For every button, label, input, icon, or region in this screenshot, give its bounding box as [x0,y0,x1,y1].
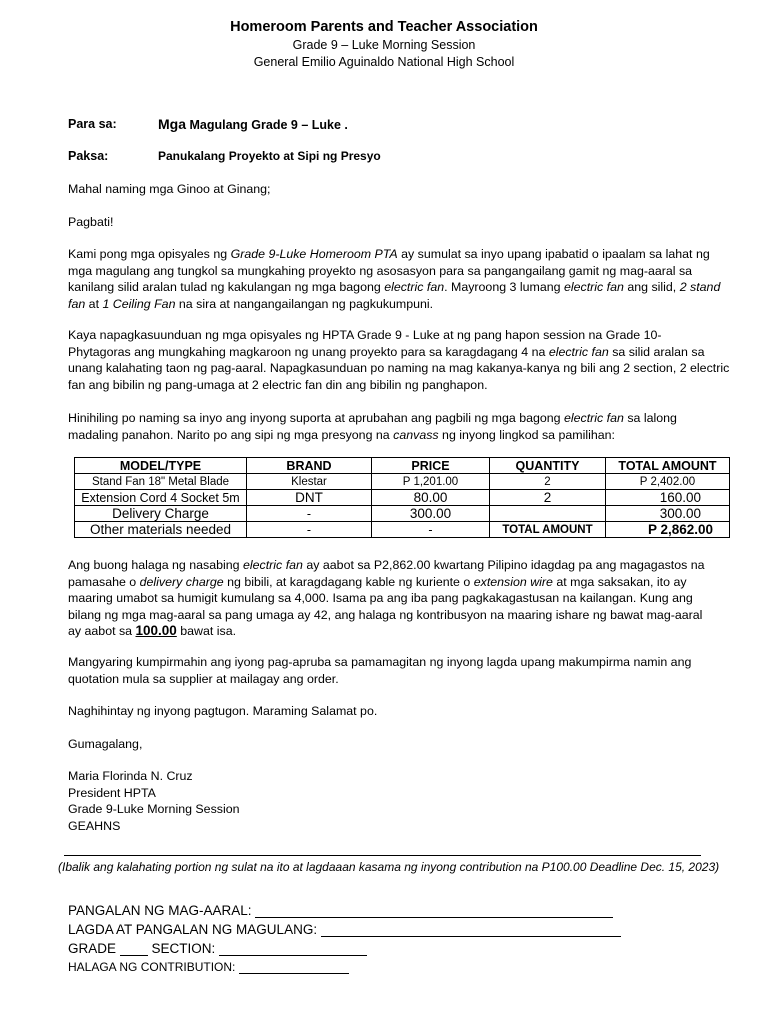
table-row [75,474,730,490]
p4-text: ay aabot sa [68,624,136,638]
col-header: MODEL/TYPE [75,458,247,474]
p3-text: madaling panahon. Narito po ang sipi ng mga presyong na [68,427,394,442]
subject-label: Paksa: [68,149,109,163]
p5-line-1: Mangyaring kumpirmahin ang iyong pag-apruba sa pamamagitan ng inyong lagda upang makumpirma namin ang [68,655,692,669]
p1-italic: 1 Ceiling Fan [102,296,176,311]
tear-note: (Ibalik ang kalahating portion ng sulat na ito at lagdaaan kasama ng inyong contribution na P100.00 Deadline Dec. 15, 2023) [58,860,720,874]
p4-text: ng bibili, at karagdagang kable ng kuriente o [223,574,474,589]
price-quote-table [74,457,730,538]
p3-italic: canvass [393,427,439,442]
table-header-row [75,458,730,474]
p4-italic: extension wire [473,574,553,589]
p1-italic: 2 stand [679,280,721,294]
p1-text: kanilang silid aralan tulad ng kakulangan ng mga bagong [68,280,385,294]
p3-line-2 [68,427,615,444]
p4-text: bawat isa. [176,624,237,638]
table-row [75,506,730,522]
p2-text: sa silid aralan sa [608,344,705,359]
table-row [75,522,730,538]
form-student-row [68,903,613,918]
table-cell: Stand Fan 18" Metal Blade [75,474,247,490]
p1-text: . Mayroong 3 lumang [444,280,564,294]
p2-line-1: Kaya napagkasuunduan ng mga opisyales ng HPTA Grade 9 - Luke at ng pang hapon session na Grade 10- [68,328,662,342]
parent-signature-label: LAGDA AT PANGALAN NG MAGULANG: [68,922,318,937]
table-row [75,490,730,506]
contribution-label: HALAGA NG CONTRIBUTION: [68,960,236,974]
table-cell: DNT [247,490,372,506]
table-cell: - [247,506,372,522]
p1-line-2: mga magulang ang tungkol sa mungkahing proyekto ng asosasyon para sa pangangailang gamit ng mag-aaral sa [68,263,693,278]
p4-italic: electric fan [243,558,303,572]
paragraph-1 [68,246,721,312]
p2-italic: electric fan [548,344,609,359]
closing: Gumagalang, [68,737,143,751]
table-cell: - [247,522,372,538]
signatory-title: President HPTA [68,785,156,800]
table-cell: P 1,201.00 [372,474,490,490]
grade-field[interactable] [120,941,148,956]
student-name-field[interactable] [255,903,613,918]
table-cell: 80.00 [372,490,490,506]
p3-text: Hinihiling po naming sa inyo ang inyong suporta at aprubahan ang pagbili ng mga bagong [68,411,564,425]
paragraph-6: Naghihintay ng inyong pagtugon. Maraming Salamat po. [68,704,378,718]
p4-text: ay aabot sa P2,862.00 kwartang Pilipino idagdag pa ang magagastos na [302,558,705,572]
paragraph-4 [68,557,705,641]
p1-text: Kami pong mga opisyales ng [68,247,231,261]
p1-line-1 [68,246,710,263]
signatory-school: GEAHNS [68,818,121,833]
parent-signature-field[interactable] [321,922,621,937]
org-title: Homeroom Parents and Teacher Association [230,19,538,35]
to-value [158,116,348,132]
p4-line-5 [68,623,236,640]
col-header: TOTAL AMOUNT [606,458,730,474]
p1-text: na sira at nangangailangan ng pagkukumpuni. [175,296,434,311]
p1-italic: electric fan [384,280,445,294]
p4-line-3: maaring umabot sa humigit kumulang sa 4,000. Isama pa ang iba pang pagkakagastusan na kailangan. Kung ang [68,591,693,605]
student-name-label: PANGALAN NG MAG-AARAL: [68,903,252,918]
p1-text: at [85,296,103,311]
p2-line-3: unang kalahating taon ng pag-aaral. Napagkasunduan po naming na mag kakanya-kanya ng bili ang 2 section, 2 electric [68,361,730,375]
signatory-block [68,768,240,834]
school-name: General Emilio Aguinaldo National High School [253,55,515,69]
p4-text: pamasahe o [68,574,140,589]
table-cell [490,506,606,522]
col-header: BRAND [247,458,372,474]
paragraph-3 [68,410,700,444]
form-parent-row [68,922,621,937]
section-label: SECTION: [151,941,216,956]
table-cell: Other materials needed [75,522,247,538]
signatory-name: Maria Florinda N. Cruz [68,769,193,783]
p5-line-2: quotation mula sa supplier at mailagay ang order. [68,671,339,686]
contribution-amount: 100.00 [135,623,177,638]
p1-line-4 [68,296,433,313]
grade-label: GRADE [68,941,117,956]
p3-line-1 [68,410,677,427]
p1-text: ay sumulat sa inyo upang ipabatid o ipaalam sa lahat ng [397,247,710,261]
table-cell: 2 [490,490,606,506]
salutation: Pagbati! [68,215,114,229]
table-cell: 2 [490,474,606,490]
table-cell: 300.00 [372,506,490,522]
p4-line-1 [68,557,705,574]
total-amount-value: P 2,862.00 [606,522,730,538]
p4-text: at mga saksakan, ito ay [552,574,687,589]
p2-text: Phytagoras ang mungkahing magkaroon ng unang proyekto para sa karagdagang 4 na [68,344,549,359]
p4-italic: delivery charge [139,574,224,589]
table-cell: Delivery Charge [75,506,247,522]
greeting: Mahal naming mga Ginoo at Ginang; [68,182,271,196]
table-cell: Klestar [247,474,372,490]
table-cell: 160.00 [606,490,730,506]
table-cell: 300.00 [606,506,730,522]
p4-text: Ang buong halaga ng nasabing [68,558,243,572]
paragraph-5 [68,654,700,688]
p3-text: sa lalong [623,411,677,425]
signatory-session: Grade 9-Luke Morning Session [68,802,240,816]
to-value-a: Mga [158,116,186,132]
p3-text: ng inyong lingkod sa pamilihan: [438,427,615,442]
paragraph-2 [68,327,730,393]
p1-text: ang silid, [623,280,680,294]
col-header: QUANTITY [490,458,606,474]
to-value-b: Magulang Grade 9 – Luke . [189,118,348,132]
tear-line [64,855,701,856]
p2-line-4: fan ang bibilin ng pang-umaga at 2 electric fan din ang bibilin ng panghapon. [68,377,488,392]
total-amount-label: TOTAL AMOUNT [490,522,606,538]
form-contribution-row [68,960,349,974]
session-subtitle: Grade 9 – Luke Morning Session [292,38,476,52]
form-grade-row [68,941,367,956]
p1-italic: electric fan [563,280,624,294]
p3-italic: electric fan [563,411,624,425]
table-cell: Extension Cord 4 Socket 5m [75,490,247,506]
p1-italic: Grade 9-Luke Homeroom PTA [230,247,398,261]
table-cell: P 2,402.00 [606,474,730,490]
col-header: PRICE [372,458,490,474]
contribution-field[interactable] [239,960,349,974]
to-label: Para sa: [68,117,117,131]
p4-line-2 [68,574,687,591]
p4-line-4: bilang ng mga mag-aaral sa pang umaga ay 42, ang halaga ng kontribusyon na maaring ishare ng bawat mag-aaral [68,607,703,622]
subject-value: Panukalang Proyekto at Sipi ng Presyo [158,149,381,163]
p2-line-2 [68,344,704,361]
p1-italic: fan [68,296,86,311]
section-field[interactable] [219,941,367,956]
p1-line-3 [68,279,720,296]
table-cell: - [372,522,490,538]
